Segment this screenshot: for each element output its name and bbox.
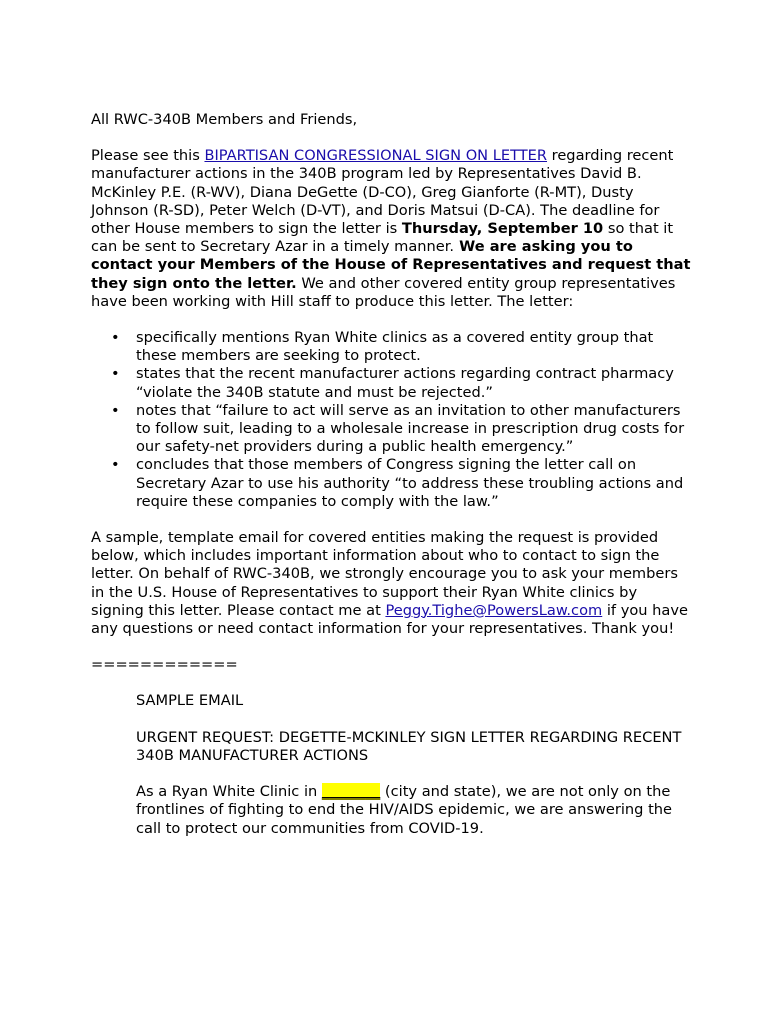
letter-points-list [91, 329, 691, 511]
template-paragraph [91, 529, 691, 638]
spacer [91, 765, 691, 783]
intro-post-link: regarding recent manufacturer actions in the 340B program led by Representatives David B. McKinley P.E. (R-WV), Diana DeGette (D-CO), Greg Gianforte (R-MT), Dusty Johnson (R-SD), Peter Welch (D-VT), and Doris Matsui (D-CA). The deadline for other House members to sign the letter is [91, 147, 674, 238]
city-state-blank: ________ [321, 783, 381, 801]
spacer [91, 638, 691, 656]
document-page [91, 111, 691, 838]
list-item-text: notes that “failure to act will serve as an invitation to other manufacturers to follow suit, leading to a wholesale increase in prescription drug costs for our safety-net providers during a public health emergency.” [136, 401, 685, 456]
list-item [91, 456, 691, 511]
sample-email-subject: URGENT REQUEST: DEGETTE-MCKINLEY SIGN LETTER REGARDING RECENT 340B MANUFACTURER ACTIONS [136, 728, 682, 764]
template-text: A sample, template email for covered entities making the request is provided below, which includes important information about who to contact to sign the letter. On behalf of RWC-340B, we strongly encourage you to ask your members in the U.S. House of Representatives to support their Ryan White clinics by signing this letter. Please contact me at [91, 529, 678, 619]
contact-email-link[interactable]: Peggy.Tighe@PowersLaw.com [385, 601, 603, 619]
intro-closing: We and other covered entity group representatives have been working with Hill staff to produce this letter. The letter: [91, 274, 676, 310]
spacer [91, 511, 691, 529]
sample-body-pre: As a Ryan White Clinic in [136, 783, 322, 801]
greeting: All RWC-340B Members and Friends, [91, 111, 358, 128]
separator-line: ============ [91, 656, 238, 674]
intro-pre-link: Please see this [91, 147, 205, 165]
spacer [91, 711, 691, 729]
list-item [91, 402, 691, 457]
sample-body-post: (city and state), we are not only on the frontlines of fighting to end the HIV/AIDS epidemic, we are answering the call to protect our communities from COVID-19. [136, 783, 673, 837]
spacer [91, 311, 691, 329]
list-item-text: states that the recent manufacturer actions regarding contract pharmacy “violate the 340B statute and must be rejected.” [136, 365, 674, 401]
list-item [91, 365, 691, 401]
intro-post-deadline: so that it can be sent to Secretary Azar in a timely manner. [91, 220, 674, 256]
list-item-text: specifically mentions Ryan White clinics as a covered entity group that these members are seeking to protect. [136, 329, 654, 365]
bullet-icon: • [111, 456, 120, 474]
sample-email-body [91, 783, 691, 838]
template-post-email: if you have any questions or need contact information for your representatives. Thank you! [91, 601, 688, 638]
intro-paragraph [91, 147, 691, 311]
list-item-text: concludes that those members of Congress signing the letter call on Secretary Azar to use his authority “to address these troubling actions and require these companies to comply with the law.” [136, 456, 684, 510]
bullet-icon: • [111, 329, 120, 347]
bullet-icon: • [111, 365, 120, 383]
bullet-icon: • [111, 401, 120, 419]
spacer [91, 129, 691, 147]
deadline-date: Thursday, September 10 [401, 220, 604, 238]
spacer [91, 674, 691, 692]
sign-on-letter-link[interactable]: BIPARTISAN CONGRESSIONAL SIGN ON LETTER [204, 147, 548, 165]
list-item [91, 329, 691, 365]
call-to-action: We are asking you to contact your Members of the House of Representatives and request that they sign onto the letter. [91, 238, 691, 292]
sample-email-heading: SAMPLE EMAIL [136, 692, 244, 710]
